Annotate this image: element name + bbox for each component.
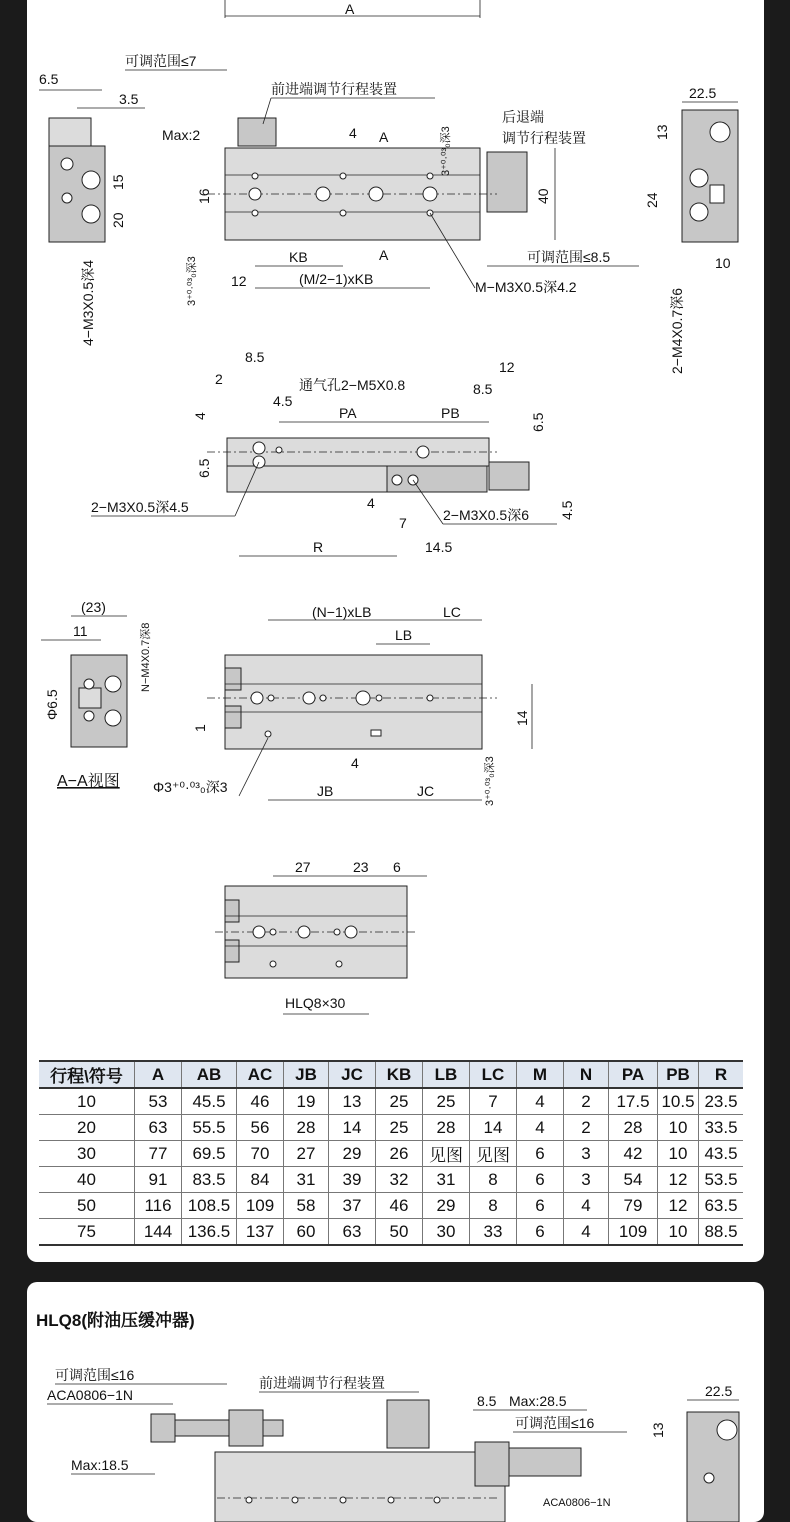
m4x6-label: 2−M4X0.7深6 [669, 288, 685, 374]
col-header: LC [470, 1061, 517, 1088]
col-header: M [517, 1061, 564, 1088]
m3x45-label: 2−M3X0.5深4.5 [91, 499, 189, 515]
table-cell: 6 [517, 1167, 564, 1193]
depth-3-upper: 3⁺⁰·⁰³₀深3 [440, 126, 452, 176]
table-cell: 6 [517, 1219, 564, 1246]
col-header: 行程\符号 [39, 1061, 135, 1088]
col-header: LB [423, 1061, 470, 1088]
table-cell: 108.5 [182, 1193, 237, 1219]
adj-range-7: 可调范围≤7 [125, 53, 197, 69]
table-cell: 25 [423, 1088, 470, 1115]
table-row [39, 1219, 743, 1246]
table-cell: 63.5 [699, 1193, 744, 1219]
table-cell: 12 [658, 1167, 699, 1193]
adj-range-85: 可调范围≤8.5 [527, 249, 611, 265]
table-cell: 20 [39, 1115, 135, 1141]
depth-3-bottom: 3⁺⁰·⁰³₀深3 [484, 756, 496, 806]
dim-KB: KB [289, 249, 308, 265]
table-cell: 28 [609, 1115, 658, 1141]
table-cell: 4 [517, 1088, 564, 1115]
col-header: A [135, 1061, 182, 1088]
dim-6: 6 [393, 859, 401, 875]
table-row [39, 1115, 743, 1141]
dim-13: 13 [654, 124, 670, 140]
col-header: AB [182, 1061, 237, 1088]
bottom-view [153, 604, 532, 806]
dim-14-5: 14.5 [425, 539, 453, 555]
dim-R: R [313, 539, 324, 555]
aa-caption: A−A视图 [57, 773, 120, 790]
m3x6-label: 2−M3X0.5深6 [443, 507, 529, 523]
dim-A: A [345, 1, 355, 17]
table-cell: 70 [237, 1141, 284, 1167]
table-cell: 12 [658, 1193, 699, 1219]
table-cell: 4 [564, 1219, 609, 1246]
dim-22-5: 22.5 [689, 85, 717, 101]
table-cell: 53 [135, 1088, 182, 1115]
dim-10: 10 [715, 255, 731, 271]
dim-23: (23) [81, 599, 106, 615]
col-header: AC [237, 1061, 284, 1088]
table-cell: 31 [284, 1167, 329, 1193]
table-cell: 50 [376, 1219, 423, 1246]
table-cell: 10 [658, 1141, 699, 1167]
table-cell: 43.5 [699, 1141, 744, 1167]
dim-M2KB: (M/2−1)xKB [299, 271, 374, 287]
table-cell: 40 [39, 1167, 135, 1193]
table-cell: 56 [237, 1115, 284, 1141]
hlq-view [215, 859, 427, 1014]
top-view [39, 0, 738, 374]
max-2: Max:2 [162, 127, 201, 143]
drawing-card [27, 0, 764, 1262]
max-18-5: Max:18.5 [71, 1457, 129, 1473]
dim-4-bottom: 4 [351, 755, 359, 771]
table-cell: 2 [564, 1115, 609, 1141]
section-A-bottom: A [379, 247, 389, 263]
table-cell: 31 [423, 1167, 470, 1193]
dim-14: 14 [514, 710, 530, 726]
table-cell: 2 [564, 1088, 609, 1115]
dim-23-hlq: 23 [353, 859, 369, 875]
table-cell: 3 [564, 1167, 609, 1193]
table-cell: 10 [39, 1088, 135, 1115]
table-cell: 25 [376, 1088, 423, 1115]
dim-JB: JB [317, 783, 334, 799]
table-cell: 79 [609, 1193, 658, 1219]
dim-22-5-s2: 22.5 [705, 1383, 733, 1399]
dim-8-5: 8.5 [245, 349, 265, 365]
table-cell: 19 [284, 1088, 329, 1115]
table-cell: 37 [329, 1193, 376, 1219]
section2-card [27, 1282, 764, 1522]
adj-range-16-right: 可调范围≤16 [515, 1415, 595, 1431]
dim-16: 16 [196, 188, 212, 204]
col-header: N [564, 1061, 609, 1088]
table-row [39, 1141, 743, 1167]
dim-20: 20 [110, 212, 126, 228]
max-28-5: Max:28.5 [509, 1393, 567, 1409]
aa-view [41, 599, 152, 790]
table-cell: 53.5 [699, 1167, 744, 1193]
table-cell: 4 [564, 1193, 609, 1219]
dim-24: 24 [644, 192, 660, 208]
table-cell: 17.5 [609, 1088, 658, 1115]
front-adjust-label-2: 前进端调节行程装置 [259, 1375, 385, 1391]
col-header: JB [284, 1061, 329, 1088]
table-cell: 25 [376, 1115, 423, 1141]
dim-NLB: (N−1)xLB [312, 604, 372, 620]
rear-adjust-label: 调节行程装置 [502, 130, 586, 146]
section-A-top: A [379, 129, 389, 145]
adj-range-16: 可调范围≤16 [55, 1367, 135, 1383]
table-cell: 42 [609, 1141, 658, 1167]
table-cell: 84 [237, 1167, 284, 1193]
col-header: PA [609, 1061, 658, 1088]
dim-3-5: 3.5 [119, 91, 139, 107]
table-cell: 144 [135, 1219, 182, 1246]
hlq-caption: HLQ8×30 [285, 995, 346, 1011]
table-cell: 75 [39, 1219, 135, 1246]
table-cell: 91 [135, 1167, 182, 1193]
table-cell: 7 [470, 1088, 517, 1115]
table-cell: 6 [517, 1141, 564, 1167]
table-cell: 13 [329, 1088, 376, 1115]
dim-4-5-right: 4.5 [559, 500, 575, 520]
table-cell: 10 [658, 1219, 699, 1246]
depth-3-left: 3⁺⁰·⁰³₀深3 [186, 256, 198, 306]
dim-7: 7 [399, 515, 407, 531]
dim-4-low: 4 [367, 495, 375, 511]
section2-drawing [27, 1282, 764, 1522]
n-m4-label: N−M4X0.7深8 [140, 622, 152, 692]
dim-PA: PA [339, 405, 357, 421]
table-cell: 10 [658, 1115, 699, 1141]
table-cell: 见图 [423, 1141, 470, 1167]
table-cell: 28 [284, 1115, 329, 1141]
table-row [39, 1167, 743, 1193]
table-cell: 46 [376, 1193, 423, 1219]
table-cell: 27 [284, 1141, 329, 1167]
table-cell: 14 [470, 1115, 517, 1141]
dim-4-mid: 4 [192, 412, 208, 420]
table-cell: 137 [237, 1219, 284, 1246]
m-m3-label: M−M3X0.5深4.2 [475, 279, 577, 295]
phi-6-5: Φ6.5 [44, 689, 60, 720]
table-cell: 29 [423, 1193, 470, 1219]
col-header: KB [376, 1061, 423, 1088]
dim-6-5: 6.5 [39, 71, 59, 87]
m3x4-label: 4−M3X0.5深4 [80, 260, 96, 346]
table-cell: 69.5 [182, 1141, 237, 1167]
dim-8-5-s2: 8.5 [477, 1393, 497, 1409]
front-stopper [238, 118, 276, 146]
dim-4-5: 4.5 [273, 393, 293, 409]
col-header: PB [658, 1061, 699, 1088]
table-cell: 8 [470, 1193, 517, 1219]
table-header-row [39, 1061, 743, 1088]
dim-11: 11 [73, 623, 88, 639]
table-cell: 14 [329, 1115, 376, 1141]
table-cell: 77 [135, 1141, 182, 1167]
dim-13-s2: 13 [650, 1422, 666, 1438]
table-cell: 30 [39, 1141, 135, 1167]
table-cell: 39 [329, 1167, 376, 1193]
aca-label-right: ACA0806−1N [543, 1497, 611, 1509]
dim-6-5-left: 6.5 [196, 458, 212, 478]
table-row [39, 1088, 743, 1115]
dim-PB: PB [441, 405, 460, 421]
col-header: JC [329, 1061, 376, 1088]
table-cell: 23.5 [699, 1088, 744, 1115]
table-cell: 33 [470, 1219, 517, 1246]
table-cell: 29 [329, 1141, 376, 1167]
dim-LC: LC [443, 604, 461, 620]
dim-12-mid: 12 [499, 359, 515, 375]
phi-3-label: Φ3⁺⁰·⁰³₀深3 [153, 779, 228, 795]
table-cell: 116 [135, 1193, 182, 1219]
table-cell: 32 [376, 1167, 423, 1193]
table-cell: 见图 [470, 1141, 517, 1167]
table-cell: 10.5 [658, 1088, 699, 1115]
table-cell: 54 [609, 1167, 658, 1193]
dim-15: 15 [110, 174, 126, 190]
dim-6-5-right: 6.5 [530, 412, 546, 432]
table-cell: 3 [564, 1141, 609, 1167]
table-cell: 109 [237, 1193, 284, 1219]
dim-4: 4 [349, 125, 357, 141]
front-adjust-label: 前进端调节行程装置 [271, 81, 397, 97]
table-cell: 88.5 [699, 1219, 744, 1246]
table-cell: 8 [470, 1167, 517, 1193]
table-cell: 33.5 [699, 1115, 744, 1141]
table-cell: 109 [609, 1219, 658, 1246]
table-cell: 63 [329, 1219, 376, 1246]
table-cell: 26 [376, 1141, 423, 1167]
dim-12: 12 [231, 273, 247, 289]
table-cell: 55.5 [182, 1115, 237, 1141]
table-cell: 58 [284, 1193, 329, 1219]
dim-40: 40 [535, 188, 551, 204]
table-cell: 46 [237, 1088, 284, 1115]
table-cell: 45.5 [182, 1088, 237, 1115]
spec-table [39, 1060, 743, 1246]
table-row [39, 1193, 743, 1219]
table-cell: 50 [39, 1193, 135, 1219]
rear-end-label: 后退端 [502, 109, 544, 125]
dim-8-5b: 8.5 [473, 381, 493, 397]
vent-label: 通气孔2−M5X0.8 [299, 377, 406, 393]
dim-LB: LB [395, 627, 413, 643]
table-cell: 83.5 [182, 1167, 237, 1193]
aca-label: ACA0806−1N [47, 1387, 134, 1403]
table-cell: 63 [135, 1115, 182, 1141]
table-cell: 4 [517, 1115, 564, 1141]
dim-2: 2 [215, 371, 223, 387]
dim-27: 27 [295, 859, 311, 875]
dim-1: 1 [192, 724, 208, 732]
mid-view [91, 349, 575, 556]
table-cell: 136.5 [182, 1219, 237, 1246]
table-cell: 30 [423, 1219, 470, 1246]
table-cell: 60 [284, 1219, 329, 1246]
table-cell: 6 [517, 1193, 564, 1219]
col-header: R [699, 1061, 744, 1088]
dim-JC: JC [417, 783, 435, 799]
table-cell: 28 [423, 1115, 470, 1141]
section-title: HLQ8(附油压缓冲器) [36, 1311, 195, 1330]
